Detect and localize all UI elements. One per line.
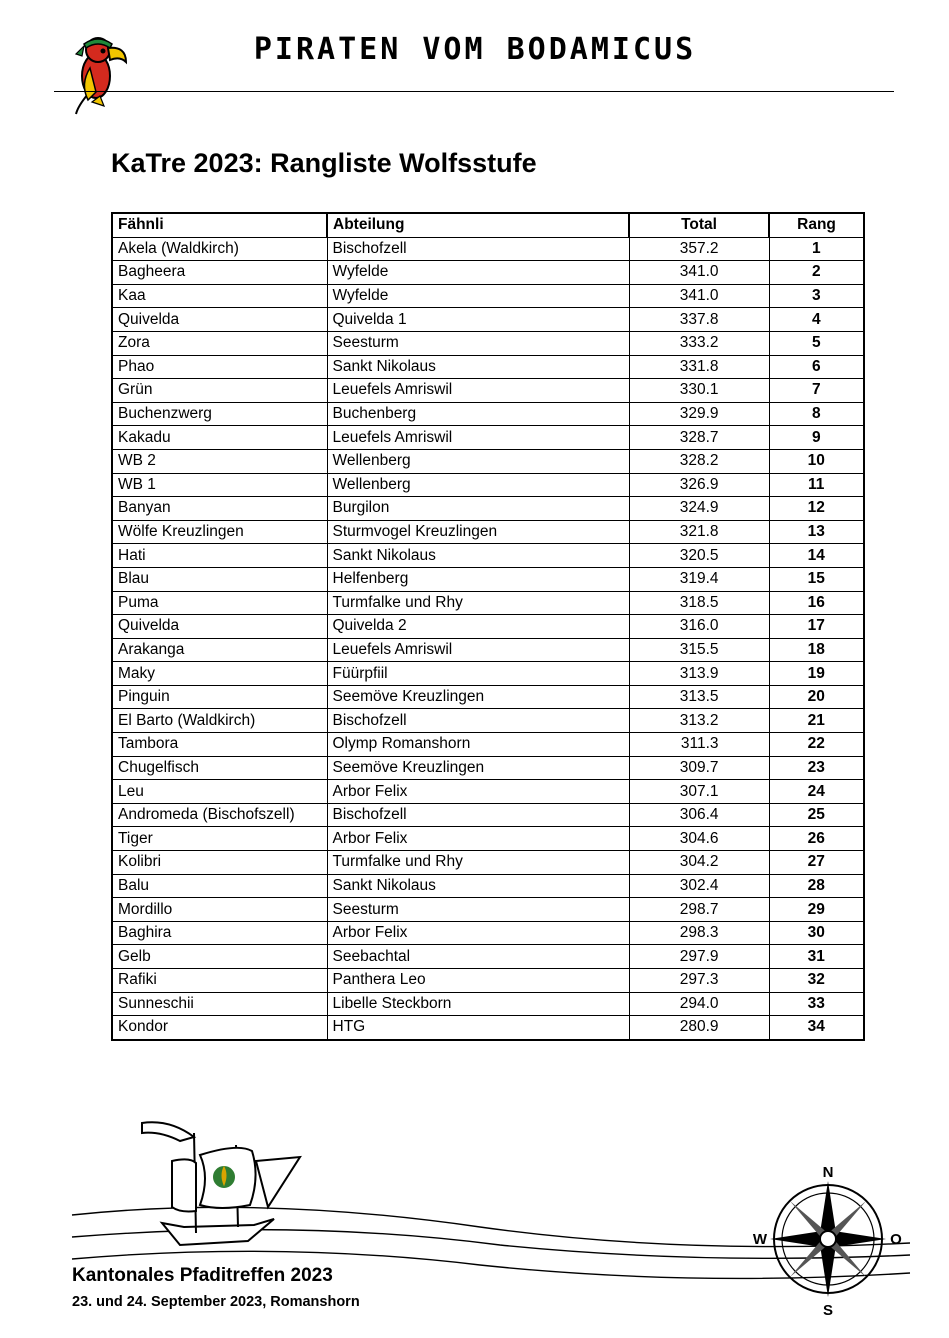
cell-total: 313.2: [629, 709, 769, 733]
cell-rang: 31: [769, 945, 864, 969]
column-header-faehnli: Fähnli: [112, 213, 327, 237]
cell-abteilung: Turmfalke und Rhy: [327, 851, 629, 875]
parrot-icon: [70, 32, 132, 116]
cell-abteilung: Leuefels Amriswil: [327, 638, 629, 662]
compass-rose-icon: [753, 1164, 902, 1319]
cell-faehnli: El Barto (Waldkirch): [112, 709, 327, 733]
table-row: [112, 638, 864, 662]
cell-abteilung: Seesturm: [327, 898, 629, 922]
table-row: [112, 685, 864, 709]
cell-total: 328.2: [629, 449, 769, 473]
cell-rang: 22: [769, 733, 864, 757]
cell-total: 298.3: [629, 921, 769, 945]
cell-total: 316.0: [629, 615, 769, 639]
table-row: [112, 874, 864, 898]
cell-rang: 15: [769, 567, 864, 591]
table-row: [112, 237, 864, 261]
cell-abteilung: Seemöve Kreuzlingen: [327, 756, 629, 780]
table-row: [112, 520, 864, 544]
cell-faehnli: Grün: [112, 379, 327, 403]
cell-total: 297.3: [629, 969, 769, 993]
cell-abteilung: Wellenberg: [327, 473, 629, 497]
cell-abteilung: Füürpfiil: [327, 662, 629, 686]
table-row: [112, 709, 864, 733]
cell-total: 297.9: [629, 945, 769, 969]
cell-rang: 18: [769, 638, 864, 662]
cell-total: 307.1: [629, 780, 769, 804]
cell-abteilung: Seesturm: [327, 331, 629, 355]
cell-total: 302.4: [629, 874, 769, 898]
table-row: [112, 284, 864, 308]
table-row: [112, 969, 864, 993]
cell-abteilung: Arbor Felix: [327, 921, 629, 945]
cell-abteilung: Libelle Steckborn: [327, 992, 629, 1016]
cell-total: 324.9: [629, 497, 769, 521]
cell-faehnli: Blau: [112, 567, 327, 591]
cell-total: 304.6: [629, 827, 769, 851]
cell-abteilung: Wyfelde: [327, 284, 629, 308]
cell-faehnli: Quivelda: [112, 308, 327, 332]
cell-total: 298.7: [629, 898, 769, 922]
cell-abteilung: Sankt Nikolaus: [327, 544, 629, 568]
cell-faehnli: Pinguin: [112, 685, 327, 709]
cell-rang: 4: [769, 308, 864, 332]
cell-total: 326.9: [629, 473, 769, 497]
compass-label-o: O: [890, 1231, 902, 1248]
cell-faehnli: Kaa: [112, 284, 327, 308]
cell-total: 306.4: [629, 803, 769, 827]
cell-rang: 28: [769, 874, 864, 898]
cell-rang: 5: [769, 331, 864, 355]
cell-faehnli: Arakanga: [112, 638, 327, 662]
table-row: [112, 497, 864, 521]
cell-faehnli: Tiger: [112, 827, 327, 851]
cell-abteilung: Bischofzell: [327, 237, 629, 261]
table-header-row: [112, 213, 864, 237]
cell-faehnli: Sunneschii: [112, 992, 327, 1016]
cell-total: 329.9: [629, 402, 769, 426]
column-header-rang: Rang: [769, 213, 864, 237]
cell-rang: 33: [769, 992, 864, 1016]
compass-label-w: W: [752, 1231, 768, 1248]
compass-label-n: N: [822, 1164, 834, 1181]
table-row: [112, 426, 864, 450]
cell-rang: 8: [769, 402, 864, 426]
cell-abteilung: Sturmvogel Kreuzlingen: [327, 520, 629, 544]
cell-abteilung: Seemöve Kreuzlingen: [327, 685, 629, 709]
cell-rang: 16: [769, 591, 864, 615]
cell-faehnli: Baghira: [112, 921, 327, 945]
cell-abteilung: Bischofzell: [327, 709, 629, 733]
cell-faehnli: Kakadu: [112, 426, 327, 450]
column-header-abteilung: Abteilung: [327, 213, 629, 237]
header-title: PIRATEN VOM BODAMICUS: [253, 32, 697, 67]
cell-abteilung: Quivelda 1: [327, 308, 629, 332]
cell-total: 311.3: [629, 733, 769, 757]
cell-total: 320.5: [629, 544, 769, 568]
table-row: [112, 662, 864, 686]
cell-rang: 29: [769, 898, 864, 922]
cell-total: 321.8: [629, 520, 769, 544]
cell-faehnli: Rafiki: [112, 969, 327, 993]
cell-rang: 9: [769, 426, 864, 450]
table-row: [112, 992, 864, 1016]
cell-total: 341.0: [629, 261, 769, 285]
cell-total: 341.0: [629, 284, 769, 308]
cell-rang: 19: [769, 662, 864, 686]
cell-faehnli: Kondor: [112, 1016, 327, 1040]
table-row: [112, 615, 864, 639]
table-row: [112, 449, 864, 473]
cell-abteilung: Leuefels Amriswil: [327, 379, 629, 403]
cell-total: 357.2: [629, 237, 769, 261]
cell-rang: 7: [769, 379, 864, 403]
footer-subtitle: 23. und 24. September 2023, Romanshorn: [72, 1294, 360, 1310]
cell-total: 319.4: [629, 567, 769, 591]
cell-total: 337.8: [629, 308, 769, 332]
table-row: [112, 945, 864, 969]
cell-faehnli: Maky: [112, 662, 327, 686]
footer-title: Kantonales Pfaditreffen 2023: [72, 1265, 333, 1286]
cell-faehnli: Buchenzwerg: [112, 402, 327, 426]
cell-faehnli: Balu: [112, 874, 327, 898]
table-row: [112, 402, 864, 426]
cell-rang: 6: [769, 355, 864, 379]
cell-abteilung: Panthera Leo: [327, 969, 629, 993]
table-row: [112, 780, 864, 804]
cell-total: 309.7: [629, 756, 769, 780]
table-row: [112, 921, 864, 945]
cell-faehnli: Zora: [112, 331, 327, 355]
ranking-table: [111, 212, 865, 1041]
table-row: [112, 1016, 864, 1040]
cell-faehnli: Leu: [112, 780, 327, 804]
cell-abteilung: Arbor Felix: [327, 780, 629, 804]
cell-faehnli: WB 1: [112, 473, 327, 497]
table-row: [112, 544, 864, 568]
cell-rang: 2: [769, 261, 864, 285]
cell-abteilung: Olymp Romanshorn: [327, 733, 629, 757]
table-row: [112, 756, 864, 780]
cell-total: 318.5: [629, 591, 769, 615]
cell-rang: 11: [769, 473, 864, 497]
cell-rang: 24: [769, 780, 864, 804]
table-row: [112, 733, 864, 757]
cell-rang: 32: [769, 969, 864, 993]
table-row: [112, 331, 864, 355]
table-row: [112, 379, 864, 403]
cell-abteilung: HTG: [327, 1016, 629, 1040]
cell-total: 280.9: [629, 1016, 769, 1040]
cell-abteilung: Seebachtal: [327, 945, 629, 969]
cell-rang: 23: [769, 756, 864, 780]
cell-rang: 13: [769, 520, 864, 544]
cell-faehnli: Hati: [112, 544, 327, 568]
compass-label-s: S: [822, 1302, 834, 1319]
cell-faehnli: Tambora: [112, 733, 327, 757]
cell-abteilung: Buchenberg: [327, 402, 629, 426]
table-row: [112, 591, 864, 615]
cell-rang: 10: [769, 449, 864, 473]
cell-abteilung: Sankt Nikolaus: [327, 874, 629, 898]
cell-rang: 14: [769, 544, 864, 568]
cell-total: 313.9: [629, 662, 769, 686]
cell-rang: 27: [769, 851, 864, 875]
cell-total: 333.2: [629, 331, 769, 355]
cell-total: 331.8: [629, 355, 769, 379]
cell-total: 294.0: [629, 992, 769, 1016]
cell-faehnli: Quivelda: [112, 615, 327, 639]
sailing-ship-icon: [142, 1122, 300, 1245]
cell-faehnli: WB 2: [112, 449, 327, 473]
cell-abteilung: Sankt Nikolaus: [327, 355, 629, 379]
cell-rang: 3: [769, 284, 864, 308]
cell-total: 330.1: [629, 379, 769, 403]
cell-abteilung: Wellenberg: [327, 449, 629, 473]
cell-rang: 25: [769, 803, 864, 827]
cell-abteilung: Turmfalke und Rhy: [327, 591, 629, 615]
header-divider: [54, 91, 894, 92]
cell-faehnli: Banyan: [112, 497, 327, 521]
cell-rang: 17: [769, 615, 864, 639]
cell-total: 315.5: [629, 638, 769, 662]
table-row: [112, 803, 864, 827]
cell-abteilung: Wyfelde: [327, 261, 629, 285]
cell-rang: 30: [769, 921, 864, 945]
cell-abteilung: Burgilon: [327, 497, 629, 521]
cell-total: 304.2: [629, 851, 769, 875]
cell-faehnli: Puma: [112, 591, 327, 615]
table-row: [112, 261, 864, 285]
column-header-total: Total: [629, 213, 769, 237]
cell-faehnli: Akela (Waldkirch): [112, 237, 327, 261]
cell-faehnli: Chugelfisch: [112, 756, 327, 780]
cell-abteilung: Leuefels Amriswil: [327, 426, 629, 450]
table-row: [112, 308, 864, 332]
table-row: [112, 473, 864, 497]
cell-rang: 12: [769, 497, 864, 521]
table-row: [112, 567, 864, 591]
cell-rang: 26: [769, 827, 864, 851]
cell-faehnli: Mordillo: [112, 898, 327, 922]
table-row: [112, 355, 864, 379]
cell-faehnli: Kolibri: [112, 851, 327, 875]
ranking-table-body: [112, 237, 864, 1040]
table-row: [112, 827, 864, 851]
cell-faehnli: Bagheera: [112, 261, 327, 285]
table-row: [112, 898, 864, 922]
cell-abteilung: Helfenberg: [327, 567, 629, 591]
cell-faehnli: Gelb: [112, 945, 327, 969]
cell-faehnli: Andromeda (Bischofszell): [112, 803, 327, 827]
page-title: KaTre 2023: Rangliste Wolfsstufe: [111, 148, 537, 178]
cell-rang: 34: [769, 1016, 864, 1040]
cell-abteilung: Arbor Felix: [327, 827, 629, 851]
table-row: [112, 851, 864, 875]
cell-abteilung: Quivelda 2: [327, 615, 629, 639]
cell-rang: 21: [769, 709, 864, 733]
cell-rang: 20: [769, 685, 864, 709]
cell-total: 313.5: [629, 685, 769, 709]
cell-rang: 1: [769, 237, 864, 261]
cell-abteilung: Bischofzell: [327, 803, 629, 827]
cell-faehnli: Phao: [112, 355, 327, 379]
cell-total: 328.7: [629, 426, 769, 450]
cell-faehnli: Wölfe Kreuzlingen: [112, 520, 327, 544]
